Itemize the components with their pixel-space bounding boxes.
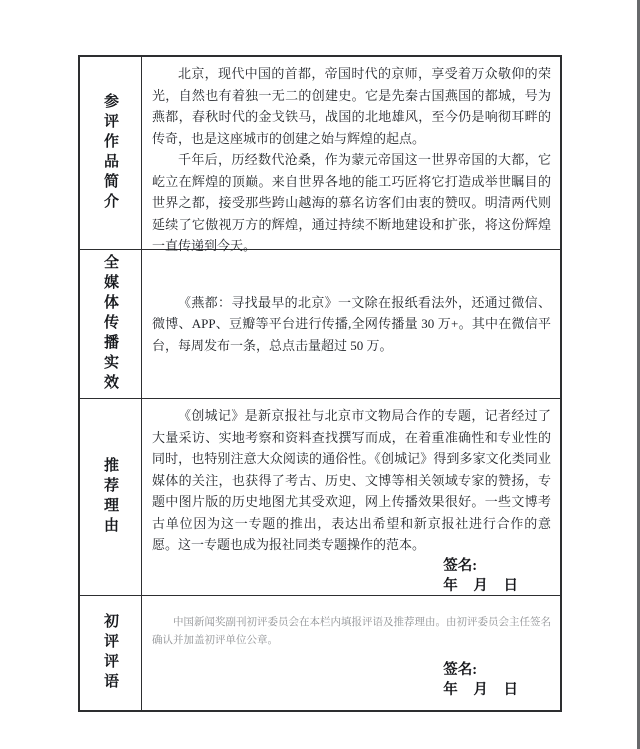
intro-paragraph-1: 北京，现代中国的首都，帝国时代的京师，享受着万众敬仰的荣光，自然也有着独一无二的创建史。它是先秦古国燕国的都城，号为燕都，春秋时代的金戈铁马，战国的北地雄风，至今仍是响彻耳畔的传奇，也是这座城市的创建之始与辉煌的起点。 <box>152 66 551 146</box>
media-effect-paragraph: 《燕都：寻找最早的北京》一文除在报纸看法外，还通过微信、微博、APP、豆瓣等平台进行传播,全网传播量 30 万+。其中在微信平台，每周发布一条，总点击量超过 50 万。 <box>152 294 551 353</box>
row-label-cell <box>80 250 142 398</box>
date-label: 年 月 日 <box>443 682 518 698</box>
row-label-preliminary-review: 初评评语 <box>102 613 118 693</box>
row-label-cell <box>80 596 142 710</box>
recommendation-signature-block <box>443 556 518 596</box>
row-media-effect <box>80 250 560 399</box>
entry-form-table <box>78 55 562 712</box>
media-effect-content <box>142 250 560 398</box>
row-entry-work-intro <box>80 57 560 253</box>
row-label-cell <box>80 57 142 249</box>
review-signature-block <box>443 660 518 700</box>
signature-label: 签名: <box>443 557 478 574</box>
entry-work-intro-content <box>142 57 560 253</box>
row-label-recommendation: 推荐理由 <box>102 457 118 537</box>
row-preliminary-review <box>80 596 560 710</box>
recommendation-content <box>142 399 560 595</box>
recommendation-paragraph: 《创城记》是新京报社与北京市文物局合作的专题，记者经过了大量采访、实地考察和资料查找撰写而成，在着重准确性和专业性的同时，也特别注意大众阅读的通俗性。《创城记》得到多家文化类同业媒体的关注，也获得了考古、历史、文博等相关领域专家的赞扬，专题中图片版的历史地图尤其受欢迎，网上传播效果很好。一些文博考古单位因为这一专题的推出，表达出希望和新京报社进行合作的意愿。这一专题也成为报社同类专题操作的范本。 <box>152 408 551 552</box>
review-instructions-note: 中国新闻奖副刊初评委员会在本栏内填报评语及推荐理由。由初评委员会主任签名确认并加盖初评单位公章。 <box>152 617 551 646</box>
row-recommendation-reason <box>80 399 560 596</box>
row-label-media-effect: 全媒体传播实效 <box>102 254 118 394</box>
row-label-cell <box>80 399 142 595</box>
date-label: 年 月 日 <box>443 577 518 594</box>
preliminary-review-content <box>142 596 560 710</box>
signature-label: 签名: <box>443 662 478 678</box>
row-label-entry-work-intro: 参评作品简介 <box>102 93 118 213</box>
intro-paragraph-2: 千年后，历经数代沧桑，作为蒙元帝国这一世界帝国的大都，它屹立在辉煌的顶巅。来自世界各地的能工巧匠将它打造成举世瞩目的世界之都，接受那些跨山越海的慕名访客们由衷的赞叹。明清两代则延续了它傲视万方的辉煌，通过持续不断地建设和扩张，将这份辉煌一直传递到今天。 <box>152 152 551 253</box>
